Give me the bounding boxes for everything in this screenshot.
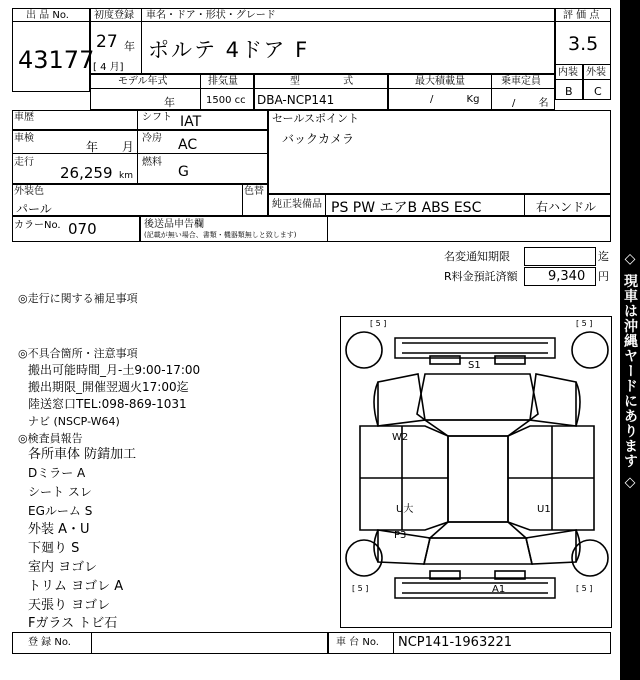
capacity: / 名 xyxy=(512,98,549,109)
reg-no-label: 登 録 No. xyxy=(28,637,71,648)
max-load-label: 最大積載量 xyxy=(415,76,465,87)
car-name-label: 車名・ドア・形状・グレード xyxy=(146,10,276,21)
defect-line: 陸送窓口TEL:098-869-1031 xyxy=(28,397,187,411)
model-year-unit: 年 xyxy=(164,96,175,109)
max-load: / Kg xyxy=(430,94,480,105)
defect-line: ナビ (NSCP-W64) xyxy=(28,415,120,428)
inspector-line: シート スレ xyxy=(28,485,92,499)
year-unit: 年 xyxy=(124,40,135,53)
wheel-icon xyxy=(572,332,608,368)
driving-notes-title: ◎走行に関する補足事項 xyxy=(18,292,138,305)
color-label: 外装色 xyxy=(14,186,44,197)
sales-point: バックカメラ xyxy=(282,132,355,146)
aftermarket-label: 後送品申告欄 xyxy=(144,219,204,230)
interior-label: 内装 xyxy=(558,67,578,78)
car-damage-diagram xyxy=(340,316,612,628)
interior-grade: B xyxy=(565,85,573,98)
fuel: G xyxy=(178,164,189,180)
model-year-label: モデル年式 xyxy=(118,76,168,87)
lot-number: 43177 xyxy=(18,46,95,74)
shift-label: シフト xyxy=(142,112,172,123)
damage-mark: U大 xyxy=(396,504,414,515)
shift: IAT xyxy=(180,114,202,130)
mileage-label: 走行 xyxy=(14,157,34,168)
color-change-label: 色替 xyxy=(244,186,264,197)
inspector-line: 天張り ヨゴレ xyxy=(28,598,111,613)
aftermarket-note: (記載が無い場合、書類・機器類無しと致します) xyxy=(144,231,297,239)
inspector-line: 下廻り S xyxy=(28,541,80,556)
lot-label: 出 品 No. xyxy=(26,10,69,21)
score: 3.5 xyxy=(568,33,599,55)
first-reg-month: [ 4 月] xyxy=(93,62,124,73)
history-label: 車歴 xyxy=(14,112,34,123)
recycle-amount: 9,340 xyxy=(548,269,586,284)
steering: 右ハンドル xyxy=(536,200,597,214)
defect-line: 搬出可能時間_月-土9:00-17:00 xyxy=(28,363,201,377)
chassis-label: 車 台 No. xyxy=(336,637,379,648)
equipment: PS PW エアB ABS ESC xyxy=(331,200,482,216)
inspector-line: Fガラス トビ石 xyxy=(28,616,118,631)
damage-mark: U1 xyxy=(537,504,551,515)
tire-label-tr: [ 5 ] xyxy=(576,319,593,328)
wheel-icon xyxy=(346,332,382,368)
inspector-line: EGルーム S xyxy=(28,504,93,518)
damage-mark: W2 xyxy=(392,432,409,443)
equipment-label: 純正装備品 xyxy=(272,199,322,210)
tire-label-br: [ 5 ] xyxy=(576,584,593,593)
defects-title: ◎不具合箇所・注意事項 xyxy=(18,347,138,360)
recycle-unit: 円 xyxy=(598,270,609,283)
exterior-grade: C xyxy=(594,85,602,98)
fuel-label: 燃料 xyxy=(142,157,162,168)
displacement: 1500 cc xyxy=(206,95,246,106)
model-label: 型 式 xyxy=(290,76,354,87)
inspection: 年 月 xyxy=(86,140,134,154)
inspector-line: 各所車体 防錆加工 xyxy=(28,447,137,462)
score-label: 評 価 点 xyxy=(563,10,600,21)
aircon: AC xyxy=(178,137,198,153)
color-no: 070 xyxy=(68,220,97,238)
name-change-label: 名変通知期限 xyxy=(444,250,510,263)
mileage: 26,259 xyxy=(60,164,113,182)
damage-mark: P3 xyxy=(394,530,407,541)
sales-point-label: セールスポイント xyxy=(272,112,360,125)
aircon-label: 冷房 xyxy=(142,133,162,144)
inspector-line: Dミラー A xyxy=(28,466,86,480)
inspector-line: 外装 A・U xyxy=(28,522,90,537)
color: パール xyxy=(16,202,52,216)
first-reg-year: 27 xyxy=(96,32,118,52)
damage-mark: S1 xyxy=(468,360,481,371)
chassis-number: NCP141-1963221 xyxy=(398,635,513,650)
damage-mark: A1 xyxy=(492,584,506,595)
exterior-label: 外装 xyxy=(586,67,606,78)
displacement-label: 排気量 xyxy=(208,76,238,87)
inspector-line: トリム ヨゴレ A xyxy=(28,579,124,594)
inspection-label: 車検 xyxy=(14,133,34,144)
first-reg-label: 初度登録 xyxy=(94,10,134,21)
capacity-label: 乗車定員 xyxy=(501,76,541,87)
tire-label-tl: [ 5 ] xyxy=(370,319,387,328)
name-change-unit: 迄 xyxy=(598,250,609,263)
car-name: ポルテ 4ドア F xyxy=(148,38,310,62)
defect-line: 搬出期限_開催翌週火17:00迄 xyxy=(28,380,189,394)
mileage-unit: km xyxy=(119,171,133,181)
recycle-label: R料金預託済額 xyxy=(444,270,518,283)
tire-label-bl: [ 5 ] xyxy=(352,584,369,593)
color-no-label: カラーNo. xyxy=(14,220,61,231)
inspector-title: ◎検査員報告 xyxy=(18,432,83,445)
yard-notice-bar: ◇ 現車は沖縄ヤードにあります ◇ xyxy=(620,0,640,680)
model: DBA-NCP141 xyxy=(257,93,335,107)
inspector-line: 室内 ヨゴレ xyxy=(28,560,98,575)
